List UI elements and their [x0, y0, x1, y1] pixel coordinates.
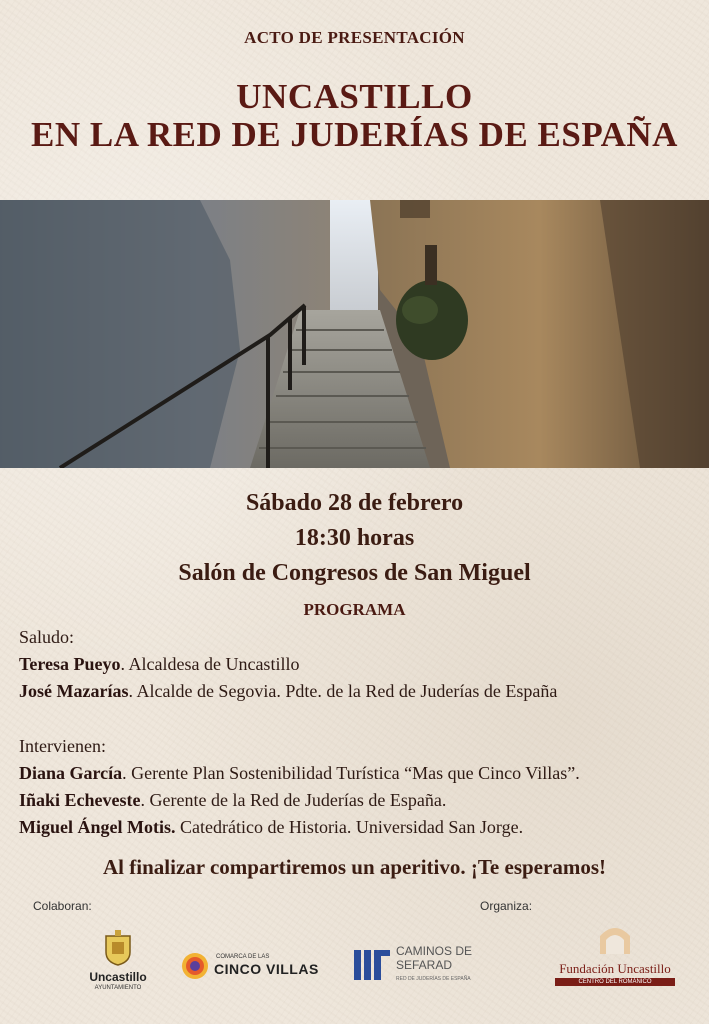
- event-time: 18:30 horas: [294, 525, 415, 551]
- cinco-villas-logo: [180, 950, 320, 984]
- title-line-2: EN LA RED DE JUDERÍAS DE ESPAÑA: [31, 115, 678, 154]
- street-stairs-photo: [0, 200, 709, 468]
- saludo-label: Saludo:: [19, 627, 75, 647]
- coat-of-arms-icon: [103, 928, 133, 966]
- uncastillo-logo-name: Uncastillo: [89, 970, 147, 984]
- speaker-name: José Mazarías: [19, 681, 129, 701]
- programa-heading: PROGRAMA: [303, 600, 406, 619]
- speaker-name: Diana García: [19, 763, 123, 783]
- closing-message: Al finalizar compartiremos un aperitivo. ¡Te esperamos!: [103, 855, 606, 879]
- caminos-line-2: SEFARAD: [396, 958, 453, 972]
- uncastillo-ayuntamiento-logo: [80, 928, 156, 998]
- cinco-villas-top: COMARCA DE LAS: [216, 954, 270, 960]
- speaker-row: [19, 787, 709, 814]
- uncastillo-logo-sub: AYUNTAMIENTO: [94, 985, 142, 991]
- speaker-row: [19, 678, 709, 705]
- caminos-de-sefarad-logo: [352, 942, 502, 990]
- cinco-villas-name: CINCO VILLAS: [214, 961, 319, 977]
- speaker-name: Teresa Pueyo: [19, 654, 121, 674]
- speaker-row: [19, 814, 709, 841]
- fundacion-sub: CENTRO DEL ROMÁNICO: [555, 978, 675, 986]
- speaker-role: . Gerente Plan Sostenibilidad Turística “Mas que Cinco Villas”.: [122, 763, 580, 783]
- speaker-name: Iñaki Echeveste: [19, 790, 141, 810]
- caminos-sefarad-emblem-icon: [352, 944, 392, 986]
- speaker-role: . Gerente de la Red de Juderías de España.: [140, 790, 447, 810]
- speaker-role: Catedrático de Historia. Universidad San Jorge.: [175, 817, 524, 837]
- title-line-1: UNCASTILLO: [236, 77, 473, 116]
- speaker-row: [19, 760, 709, 787]
- event-kicker: ACTO DE PRESENTACIÓN: [244, 28, 465, 47]
- saludo-block: [19, 624, 709, 705]
- event-details: [0, 486, 709, 591]
- fundacion-uncastillo-logo: [548, 918, 682, 990]
- fundacion-arch-icon: [596, 918, 634, 956]
- intervienen-block: [19, 733, 709, 841]
- organiza-label: Organiza:: [480, 899, 533, 913]
- speaker-row: [19, 651, 709, 678]
- fundacion-name: Fundación Uncastillo: [559, 961, 671, 976]
- caminos-line-1: CAMINOS DE: [396, 944, 473, 958]
- speaker-role: . Alcaldesa de Uncastillo: [120, 654, 300, 674]
- poster-title: [0, 78, 709, 154]
- event-venue: Salón de Congresos de San Miguel: [178, 560, 531, 586]
- event-date: Sábado 28 de febrero: [245, 490, 464, 516]
- cinco-villas-emblem-icon: [180, 951, 210, 981]
- caminos-sub: RED DE JUDERÍAS DE ESPAÑA: [396, 976, 471, 982]
- speaker-role: . Alcalde de Segovia. Pdte. de la Red de Juderías de España: [128, 681, 558, 701]
- photo-illustration: [0, 200, 709, 468]
- colaboran-label: Colaboran:: [33, 899, 92, 913]
- speaker-name: Miguel Ángel Motis.: [19, 817, 176, 837]
- intervienen-label: Intervienen:: [19, 736, 106, 756]
